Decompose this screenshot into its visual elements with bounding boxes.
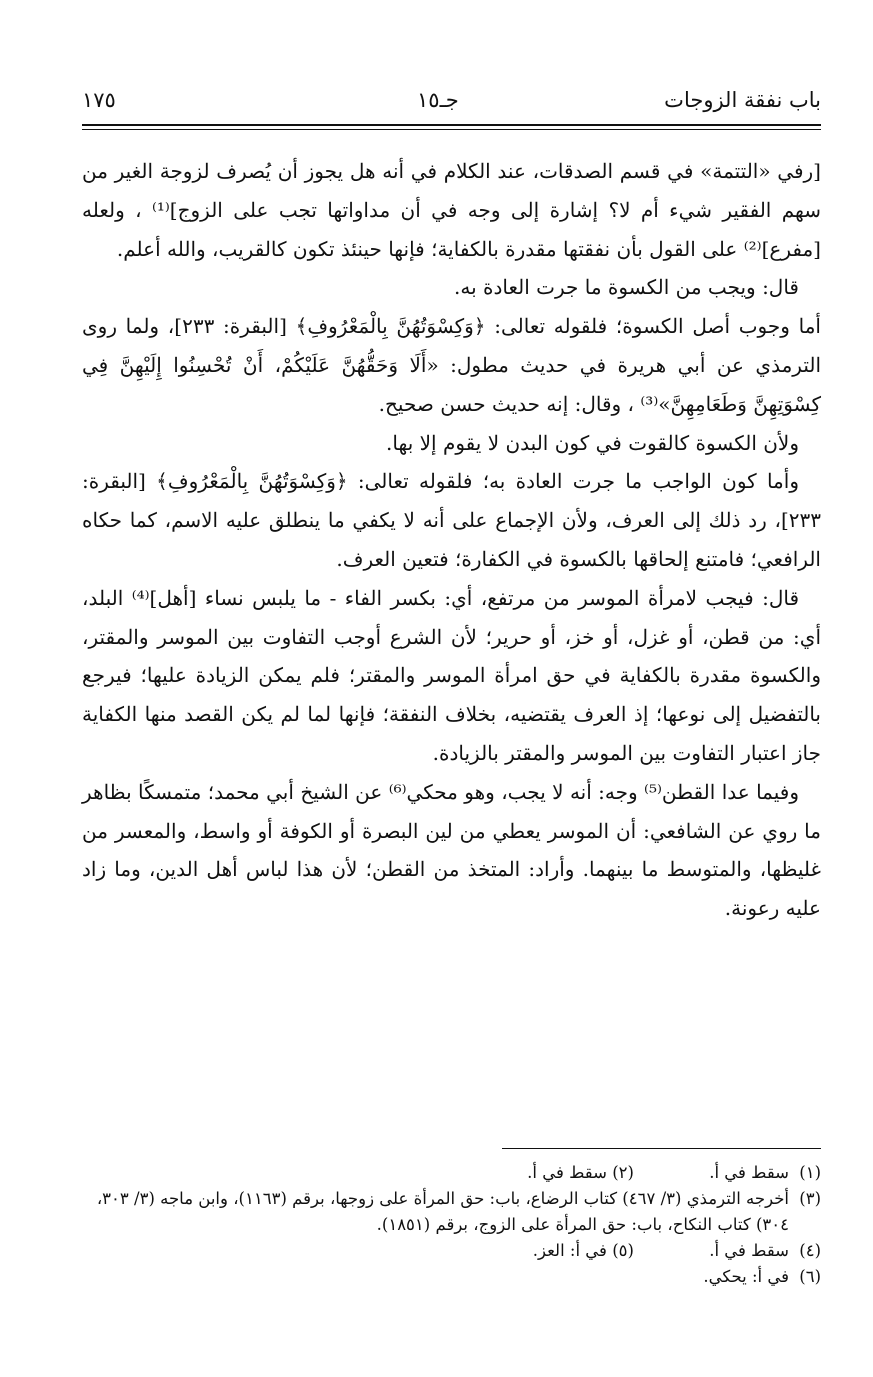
running-header — [82, 88, 821, 122]
footnote-text: سقط في أ. — [709, 1163, 789, 1182]
footnote-row — [82, 1238, 821, 1264]
paragraph: قال: فيجب لامرأة الموسر من مرتفع، أي: بكسر الفاء - ما يلبس نساء [أهل]⁽⁴⁾ البلد، أي: من قطن، أو غزل، أو خز، أو حرير؛ لأن الشرع أوجب التفاوت بين الموسر والمقتر، والكسوة مقدرة بالكفاية في حق امرأة الموسر والمقتر؛ فلم يمكن الزيادة عليها؛ فيرجع بالتفضيل إلى نوعها؛ إذ العرف يقتضيه، بخلاف النفقة؛ فإنها لما لم يكن القصد منها الكفاية جاز اعتبار التفاوت بين الموسر والمقتر بالزيادة. — [82, 585, 821, 765]
footnote-number: (٢) — [612, 1163, 634, 1182]
footnote-text: أخرجه الترمذي (٣/ ٤٦٧) كتاب الرضاع، باب: حق المرأة على زوجها، برقم (١١٦٣)، وابن ماجه (٣/ ٣٠٣، ٣٠٤) كتاب النكاح، باب: حق المرأة على الزوج، برقم (١٨٥١). — [96, 1189, 789, 1234]
header-rule-thin — [82, 129, 821, 130]
footnote-inline — [533, 1238, 634, 1264]
header-rule — [82, 124, 821, 126]
paragraph: أما وجوب أصل الكسوة؛ فلقوله تعالى: ﴿وَكِسْوَتُهُنَّ بِالْمَعْرُوفِ﴾ [البقرة: ٢٣٣]، ولما روى الترمذي عن أبي هريرة في حديث مطول: «أَلَا وَحَقُّهُنَّ عَلَيْكُمْ، أَنْ تُحْسِنُوا إِلَيْهِنَّ فِي كِسْوَتِهِنَّ وَطَعَامِهِنَّ»⁽³⁾ ، وقال: إنه حديث حسن صحيح. — [82, 314, 821, 416]
page-number: ١٧٥ — [82, 88, 116, 112]
chapter-title: باب نفقة الزوجات — [664, 88, 821, 112]
volume-label: جـ١٥ — [417, 88, 459, 112]
paragraph: [رفي «التتمة» في قسم الصدقات، عند الكلام في أنه هل يجوز أن يُصرف لزوجة الغير من سهم الفقير شيء أم لا؟ إشارة إلى وجه في أن مداواتها تجب على الزوج]⁽¹⁾ ، ولعله [مفرع]⁽²⁾ على القول بأن نفقتها مقدرة بالكفاية؛ فإنها حينئذ تكون كالقريب، والله أعلم. — [82, 159, 822, 261]
footnote-number: (٦) — [799, 1267, 821, 1286]
footnote-number: (٥) — [612, 1241, 634, 1260]
footnotes — [82, 1160, 821, 1290]
footnote-text: في أ: العز. — [532, 1241, 607, 1260]
footnote-number: (٣) — [799, 1189, 821, 1208]
paragraph: قال: ويجب من الكسوة ما جرت العادة به. — [454, 275, 799, 300]
footnote-row — [82, 1186, 821, 1238]
main-text — [82, 152, 821, 928]
footnote-text: سقط في أ. — [709, 1241, 789, 1260]
footnote-number: (٤) — [799, 1241, 821, 1260]
paragraph: وفيما عدا القطن⁽⁵⁾ وجه: أنه لا يجب، وهو محكي⁽⁶⁾ عن الشيخ أبي محمد؛ متمسكًا بظاهر ما روي عن الشافعي: أن الموسر يعطي من لين البصرة أو الكوفة أو واسط، والمعسر من غليظها، والمتوسط ما بينهما. وأراد: المتخذ من القطن؛ لأن هذا لباس أهل الدين، وما زاد عليه رعونة. — [82, 779, 821, 921]
footnote-row — [82, 1264, 821, 1290]
footnote-separator — [502, 1148, 821, 1149]
footnote-row — [82, 1160, 821, 1186]
footnote-text: سقط في أ. — [527, 1163, 607, 1182]
paragraph: ولأن الكسوة كالقوت في كون البدن لا يقوم إلا بها. — [386, 430, 799, 455]
footnote-inline — [527, 1160, 634, 1186]
paragraph: وأما كون الواجب ما جرت العادة به؛ فلقوله تعالى: ﴿وَكِسْوَتُهُنَّ بِالْمَعْرُوفِ﴾ [البقرة: ٢٣٣]، رد ذلك إلى العرف، ولأن الإجماع على أنه لا يكفي ما ينطلق عليه الاسم، كما حكاه الرافعي؛ فامتنع إلحاقها بالكسوة في الكفارة؛ فتعين العرف. — [82, 469, 821, 571]
footnote-number: (١) — [799, 1163, 821, 1182]
footnote-text: في أ: يحكي. — [703, 1267, 789, 1286]
